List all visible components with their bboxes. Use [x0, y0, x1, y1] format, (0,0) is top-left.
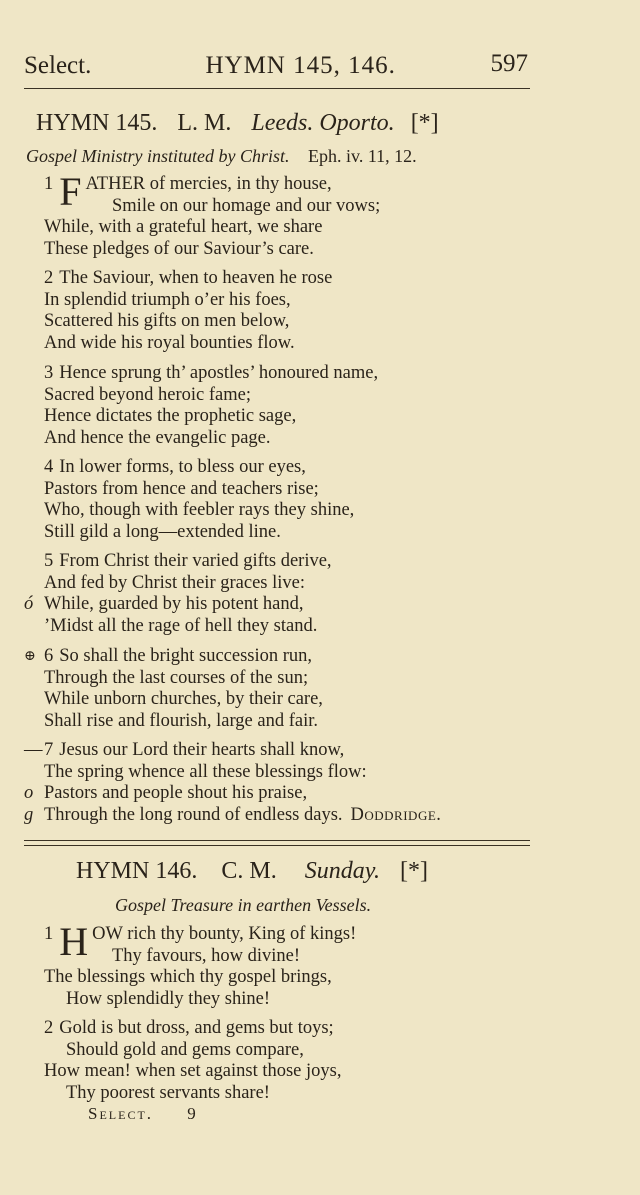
hymn-145-verse-7 [24, 740, 534, 826]
verse-line: In splendid triumph o’er his foes, [44, 289, 291, 310]
hymn-145-subtitle: Gospel Ministry instituted by Christ. [26, 146, 290, 166]
verse-number: 7 [44, 740, 54, 760]
hymn-146-mark: [*] [400, 858, 429, 884]
signature-number: 9 [187, 1104, 198, 1123]
verse-line: In lower forms, to bless our eyes, [59, 457, 306, 477]
drop-cap: F [59, 169, 82, 214]
verse-line: Thy favours, how divine! [112, 945, 301, 966]
hymn-145-verse-4 [24, 457, 534, 543]
verse-line: Scattered his gifts on men below, [44, 311, 290, 331]
hymn-146-verse-2 [24, 1018, 534, 1104]
header-rule [24, 88, 530, 89]
verse-line: Pastors from hence and teachers rise; [44, 478, 319, 499]
verse-line: And fed by Christ their graces live: [44, 572, 305, 593]
verse-line: Sacred beyond heroic fame; [44, 384, 252, 405]
dynamic-mark: — [24, 740, 43, 760]
hymn-145-verse-2 [24, 268, 534, 354]
verse-number: 5 [44, 551, 54, 571]
signature-label: Select. [88, 1104, 154, 1123]
verse-line: Jesus our Lord their hearts shall know, [59, 740, 345, 760]
verse-line: While, guarded by his potent hand, [44, 594, 304, 614]
section-rule [24, 840, 530, 841]
dynamic-mark: g [24, 804, 34, 825]
verse-number: 6 [44, 646, 54, 666]
verse-line: These pledges of our Saviour’s care. [44, 238, 314, 259]
verse-line: OW rich thy bounty, King of kings! [92, 924, 357, 944]
hymn-146-subtitle: Gospel Treasure in earthen Vessels. [115, 895, 372, 915]
hymn-146-verse-1 [24, 919, 534, 1010]
verse-line: From Christ their varied gifts derive, [59, 551, 332, 571]
verse-number: 1 [44, 174, 54, 194]
verse-line: The Saviour, when to heaven he rose [59, 268, 333, 288]
verse-line: Hence sprung th’ apostles’ honoured name, [59, 363, 379, 383]
dynamic-mark: ⊕ [24, 649, 36, 664]
verse-line: The spring whence all these blessings flow: [44, 761, 367, 782]
verse-line: How splendidly they shine! [66, 988, 270, 1009]
verse-number: 4 [44, 457, 54, 477]
verse-line: So shall the bright succession run, [59, 646, 313, 666]
verse-line: Who, though with feebler rays they shine, [44, 500, 355, 520]
verse-number: 1 [44, 924, 54, 944]
dynamic-mark: ó [24, 594, 34, 614]
hymn-145-verse-1 [24, 169, 534, 260]
verse-line: And hence the evangelic page. [44, 427, 271, 448]
verse-line: The blessings which thy gospel brings, [44, 967, 332, 987]
section-rule-thin [24, 845, 530, 846]
verse-line: And wide his royal bounties flow. [44, 332, 295, 353]
author-name: Doddridge. [350, 804, 442, 825]
verse-line: How mean! when set against those joys, [44, 1061, 342, 1081]
running-head [24, 52, 530, 80]
hymn-145-subtitle-row [26, 146, 417, 167]
verse-line: Pastors and people shout his praise, [44, 783, 308, 803]
verse-number: 2 [44, 268, 54, 288]
verse-number: 2 [44, 1018, 54, 1038]
hymn-146-meter: C. M. [221, 858, 277, 884]
drop-cap: H [59, 919, 89, 964]
hymn-146-number: HYMN 146. [76, 858, 198, 884]
dynamic-mark: o [24, 783, 34, 803]
hymn-145-verse-3 [24, 363, 534, 449]
hymn-146-subtitle-row [115, 895, 371, 916]
hymn-145-number: HYMN 145. [36, 110, 158, 136]
verse-line: Smile on our homage and our vows; [112, 195, 381, 216]
verse-line: Hence dictates the prophetic sage, [44, 406, 297, 426]
running-head-center: HYMN 145, 146. [205, 52, 396, 79]
hymn-145-reference: Eph. iv. 11, 12. [308, 146, 417, 166]
verse-line: ATHER of mercies, in thy house, [85, 174, 332, 194]
verse-line: Gold is but dross, and gems but toys; [59, 1018, 334, 1038]
hymn-145-mark: [*] [410, 110, 439, 136]
hymn-145-verse-6 [24, 646, 534, 732]
hymn-146-tunes: Sunday. [304, 858, 381, 884]
verse-number: 3 [44, 363, 54, 383]
verse-line: ’Midst all the rage of hell they stand. [44, 615, 318, 636]
hymn-145-meter: L. M. [177, 110, 232, 136]
hymn-146-title [76, 858, 428, 885]
verse-line: Through the last courses of the sun; [44, 667, 309, 688]
hymn-145-tunes: Leeds. Oporto. [251, 110, 395, 136]
signature-mark [88, 1104, 198, 1124]
verse-line: Shall rise and flourish, large and fair. [44, 710, 319, 731]
verse-line: While unborn churches, by their care, [44, 689, 323, 709]
page-number: 597 [490, 50, 528, 77]
hymn-145-title [36, 110, 439, 137]
verse-line: Thy poorest servants share! [66, 1082, 270, 1103]
verse-line: Should gold and gems compare, [66, 1039, 304, 1060]
verse-line: Through the long round of endless days. [44, 804, 343, 825]
verse-line: While, with a grateful heart, we share [44, 217, 323, 237]
verse-line: Still gild a long—extended line. [44, 521, 281, 542]
running-head-left: Select. [24, 52, 92, 79]
hymn-145-verse-5 [24, 551, 534, 637]
